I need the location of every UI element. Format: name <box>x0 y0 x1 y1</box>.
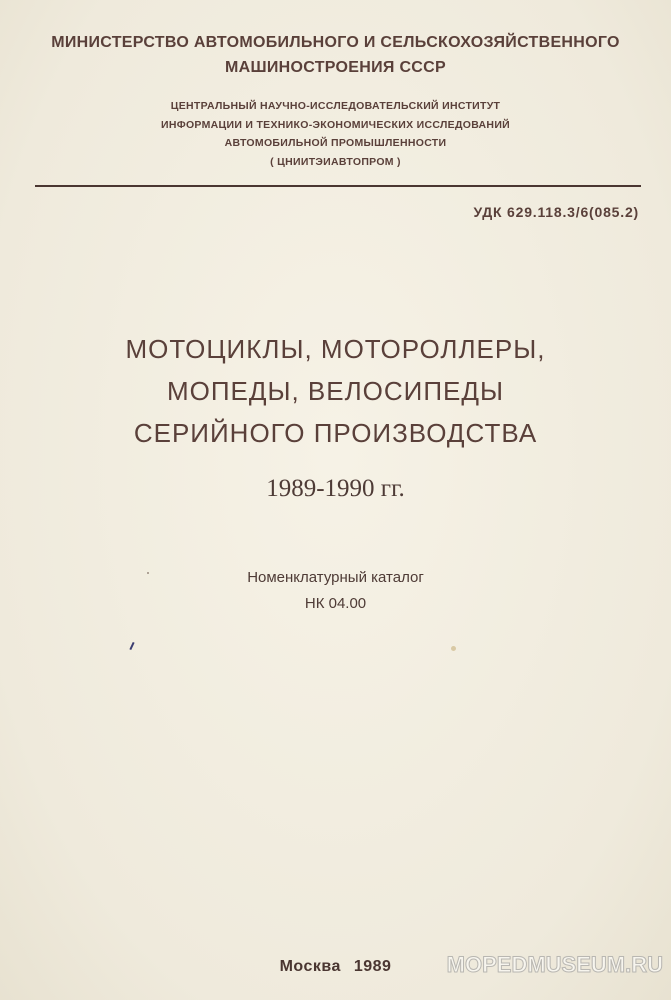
institute-line-2: ИНФОРМАЦИИ И ТЕХНИКО-ЭКОНОМИЧЕСКИХ ИССЛЕДОВАНИЙ <box>160 118 511 131</box>
institute-name <box>0 97 671 171</box>
udk-code: УДК 629.118.3/6(085.2) <box>473 204 639 220</box>
catalog-code: НК 04.00 <box>304 595 367 612</box>
catalog-info <box>0 565 671 617</box>
document-title <box>0 328 671 454</box>
imprint-year: 1989 <box>353 958 392 975</box>
ministry-line-1: МИНИСТЕРСТВО АВТОМОБИЛЬНОГО И СЕЛЬСКОХОЗЯЙСТВЕННОГО <box>51 34 620 51</box>
ink-mark <box>129 642 134 650</box>
site-watermark: MOPEDMUSEUM.RU <box>446 952 663 977</box>
institute-line-4: ( ЦНИИТЭИАВТОПРОМ ) <box>270 155 401 168</box>
imprint-city: Москва <box>279 958 341 975</box>
catalog-type: Номенклатурный каталог <box>247 569 424 586</box>
institute-line-1: ЦЕНТРАЛЬНЫЙ НАУЧНО-ИССЛЕДОВАТЕЛЬСКИЙ ИНСТИТУТ <box>170 100 501 112</box>
ministry-line-2: МАШИНОСТРОЕНИЯ СССР <box>224 59 446 76</box>
header-divider <box>35 185 641 187</box>
ministry-name <box>0 30 671 80</box>
paper-speck <box>451 646 456 651</box>
title-years: 1989-1990 гг. <box>266 475 405 502</box>
title-line-3: СЕРИЙНОГО ПРОИЗВОДСТВА <box>133 418 538 448</box>
institute-line-3: АВТОМОБИЛЬНОЙ ПРОМЫШЛЕННОСТИ <box>224 137 447 149</box>
title-line-2: МОПЕДЫ, ВЕЛОСИПЕДЫ <box>166 376 505 406</box>
title-line-1: МОТОЦИКЛЫ, МОТОРОЛЛЕРЫ, <box>125 334 546 364</box>
paper-speck <box>147 572 149 574</box>
